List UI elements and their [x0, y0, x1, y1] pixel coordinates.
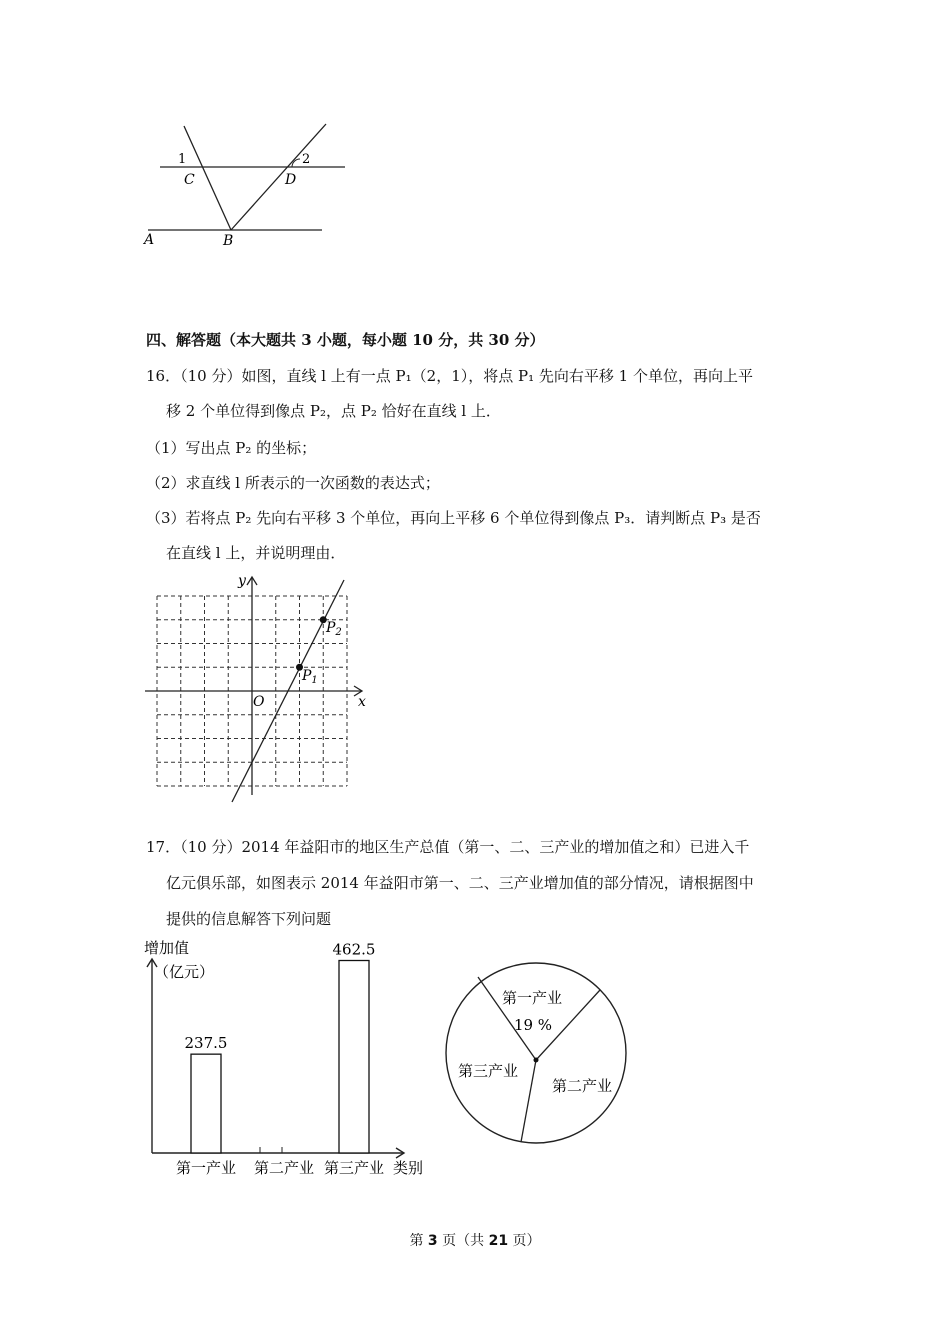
footer-mid: 页（共: [442, 1233, 485, 1249]
pie-label-first: 第一产业: [501, 989, 563, 1007]
line-bd: [231, 124, 326, 230]
bar-chart: [140, 935, 440, 1185]
p2-label: $P_2$: [326, 620, 342, 638]
angle2-label: 2: [302, 152, 311, 167]
q17-line3: 提供的信息解答下列问题: [166, 910, 332, 928]
bar-category-first: 第一产业: [175, 1159, 237, 1177]
pie-center: [534, 1058, 539, 1063]
p1-label: $P_1$: [302, 668, 318, 686]
origin-label: O: [253, 694, 265, 710]
bar-x-title: 类别: [393, 1159, 424, 1177]
bar-value-label-third: 462.5: [332, 940, 376, 959]
q16-part3-line1: （3）若将点 P₂ 先向右平移 3 个单位，再向上平移 6 个单位得到像点 P₃．请判断点 P₃ 是否: [146, 509, 761, 527]
q16-line1: 16．（10 分）如图，直线 l 上有一点 P₁（2，1），将点 P₁ 先向右平移 1 个单位，再向上平: [146, 367, 753, 385]
q17-line2: 亿元俱乐部，如图表示 2014 年益阳市第一、二、三产业增加值的部分情况，请根据图中: [166, 874, 754, 892]
q16-part2: （2）求直线 l 所表示的一次函数的表达式；: [146, 474, 440, 492]
y-axis-label: y: [238, 573, 246, 589]
q16-part3-line2: 在直线 l 上，并说明理由．: [166, 544, 346, 562]
coordinate-graph: [140, 570, 370, 805]
point-a-label: A: [144, 232, 155, 248]
section-title: 四、解答题（本大题共 3 小题，每小题 10 分，共 30 分）: [146, 331, 545, 349]
pie-label-second: 第二产业: [551, 1077, 613, 1095]
q17-line1: 17．（10 分）2014 年益阳市的地区生产总值（第一、二、三产业的增加值之和）已进入千: [146, 838, 750, 856]
pie-chart: [440, 948, 632, 1158]
bar-third-industry: [339, 961, 369, 1153]
footer-page-number: 3: [427, 1233, 438, 1249]
footer-total-pages: 21: [488, 1233, 509, 1249]
q16-line2: 移 2 个单位得到像点 P₂，点 P₂ 恰好在直线 l 上．: [166, 402, 501, 420]
x-axis-label: x: [358, 694, 366, 710]
footer-pre: 第: [409, 1233, 424, 1249]
point-b-label: B: [223, 233, 234, 249]
page-footer: [0, 1230, 950, 1250]
point-d-label: D: [285, 172, 297, 188]
point-c-label: C: [184, 172, 195, 188]
parallel-lines-figure: [140, 120, 360, 255]
bar-category-second: 第二产业: [253, 1159, 315, 1177]
bar-y-unit: （亿元）: [154, 963, 215, 981]
q16-part1: （1）写出点 P₂ 的坐标；: [146, 439, 317, 457]
bar-category-third: 第三产业: [323, 1159, 385, 1177]
bar-first-industry: [191, 1054, 221, 1153]
pie-label-third: 第三产业: [457, 1062, 519, 1080]
bar-value-label-first: 237.5: [184, 1034, 228, 1053]
bar-y-title: 增加值: [144, 939, 190, 957]
footer-post: 页）: [512, 1233, 541, 1249]
angle1-label: 1: [178, 152, 187, 167]
pie-percent-first: 19 %: [513, 1016, 553, 1034]
